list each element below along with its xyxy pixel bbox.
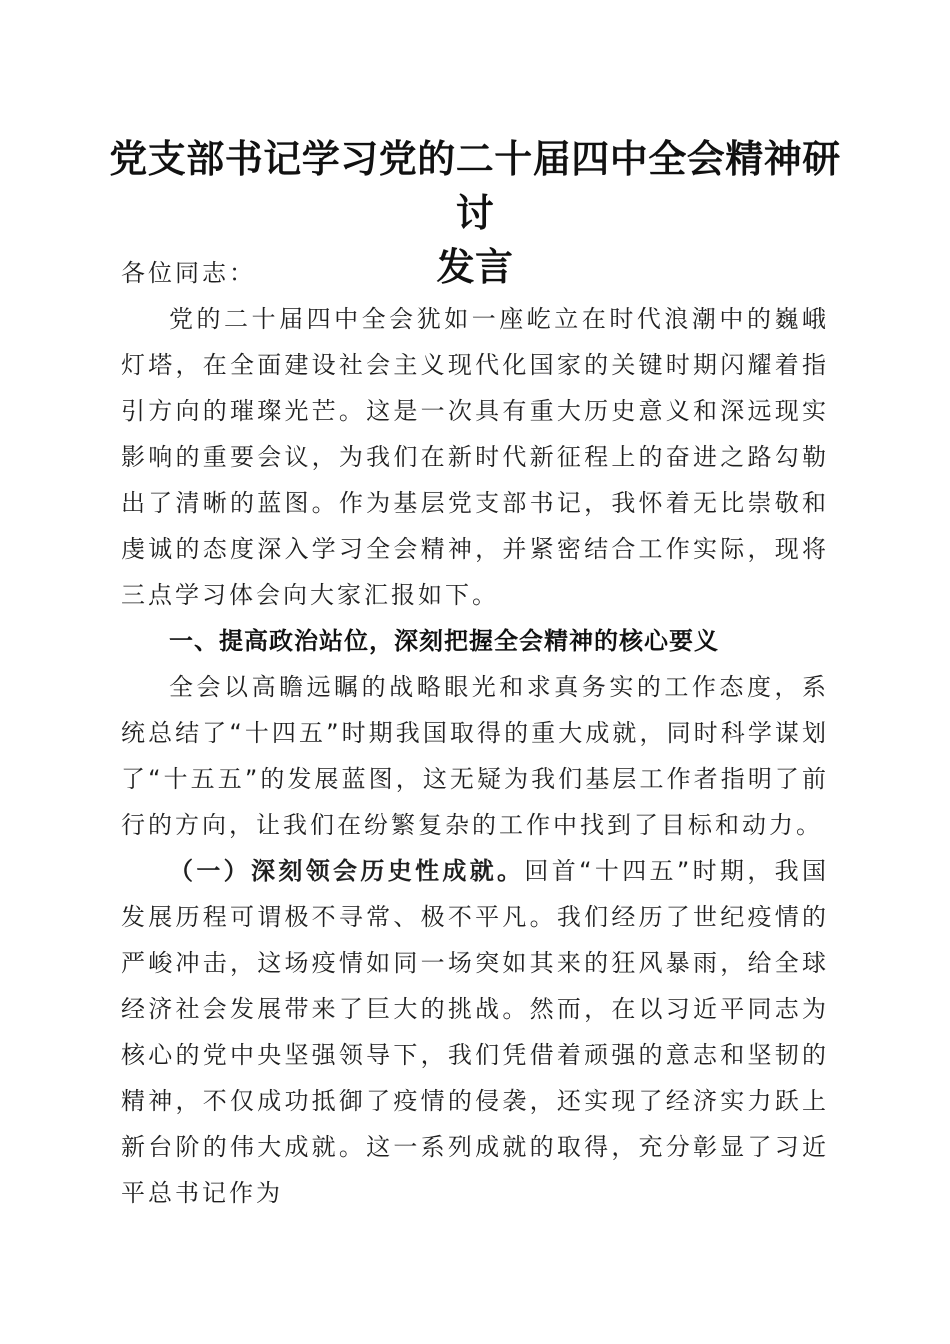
paragraph-subsection-1 [121,848,829,1216]
subsection-1-lead: （一）深刻领会历史性成就。 [169,857,525,885]
section-heading-1: 一、提高政治站位，深刻把握全会精神的核心要义 [169,627,719,655]
paragraph-section-1: 全会以高瞻远瞩的战略眼光和求真务实的工作态度，系统总结了“十四五”时期我国取得的重大成就，同时科学谋划了“十五五”的发展蓝图，这无疑为我们基层工作者指明了前行的方向，让我们在纷繁复杂的工作中找到了目标和动力。 [121,673,829,839]
subsection-1-text: 回首“十四五”时期，我国发展历程可谓极不寻常、极不平凡。我们经历了世纪疫情的严峻冲击，这场疫情如同一场突如其来的狂风暴雨，给全球经济社会发展带来了巨大的挑战。然而，在以习近平同志为核心的党中央坚强领导下，我们凭借着顽强的意志和坚韧的精神，不仅成功抵御了疫情的侵袭，还实现了经济实力跃上新台阶的伟大成就。这一系列成就的取得，充分彰显了习近平总书记作为 [121,857,829,1207]
title-line-2: 发言 [436,244,514,289]
document-body [121,250,829,1216]
title-line-1: 党支部书记学习党的二十届四中全会精神研讨 [109,136,841,235]
paragraph-intro: 党的二十届四中全会犹如一座屹立在时代浪潮中的巍峨灯塔，在全面建设社会主义现代化国家的关键时期闪耀着指引方向的璀璨光芒。这是一次具有重大历史意义和深远现实影响的重要会议，为我们在新时代新征程上的奋进之路勾勒出了清晰的蓝图。作为基层党支部书记，我怀着无比崇敬和虔诚的态度深入学习全会精神，并紧密结合工作实际，现将三点学习体会向大家汇报如下。 [121,305,829,609]
salutation: 各位同志： [121,259,256,287]
